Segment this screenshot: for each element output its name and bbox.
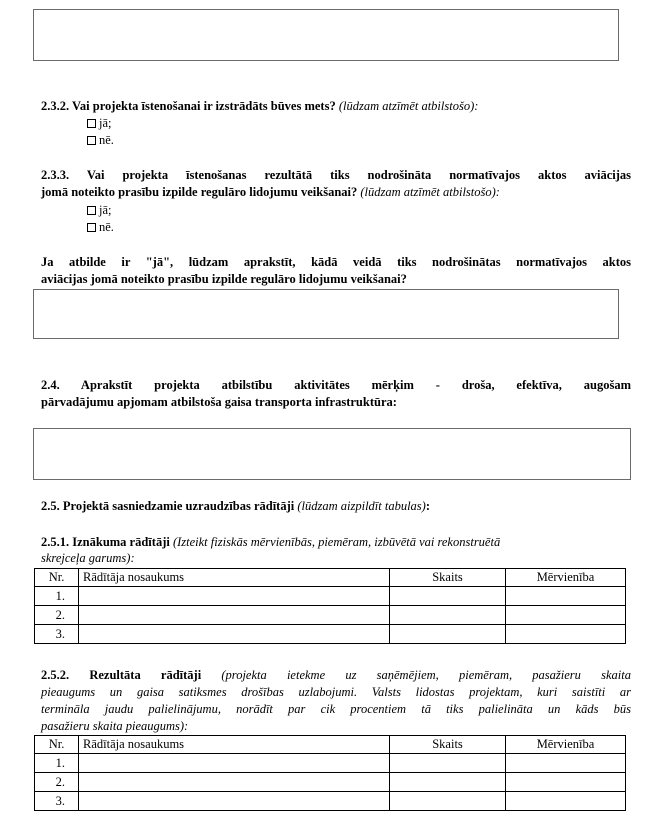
option-label: jā;	[99, 203, 112, 217]
question-hint: (lūdzam atzīmēt atbilstošo):	[335, 99, 479, 113]
cell-count[interactable]	[390, 587, 506, 606]
section-2-5-2-line2: pieaugums un gaisa satiksmes drošības uzlabojumi. Valsts lidostas projektam, kuri saistīti ar	[41, 685, 631, 699]
section-text: 2.5. Projektā sasniedzamie uzraudzības rādītāji	[41, 499, 295, 513]
table-row	[35, 773, 626, 792]
row-number: 2.	[35, 773, 79, 792]
question-number: 2.3.2.	[41, 99, 70, 113]
option-label: nē.	[99, 133, 114, 147]
section-text: 2.5.2. Rezultāta rādītāji	[41, 668, 202, 682]
header-unit: Mērvienība	[506, 569, 626, 587]
table-row	[35, 754, 626, 773]
cell-count[interactable]	[390, 606, 506, 625]
cell-unit[interactable]	[506, 754, 626, 773]
answer-box-2-4[interactable]	[33, 428, 631, 480]
question-text-cont: jomā noteikto prasību izpilde regulāro lidojumu veikšanai?	[41, 185, 358, 199]
header-nr: Nr.	[35, 569, 79, 587]
question-hint: (lūdzam atzīmēt atbilstošo):	[357, 185, 500, 199]
section-hint: (lūdzam aizpildīt tabulas)	[294, 499, 426, 513]
question-2-3-3-line2	[41, 185, 631, 200]
question-number: 2.3.3.	[41, 168, 70, 182]
header-nr: Nr.	[35, 736, 79, 754]
section-text: 2.5.1. Iznākuma rādītāji	[41, 535, 170, 549]
table-row	[35, 792, 626, 811]
cell-name[interactable]	[79, 606, 390, 625]
output-indicators-table	[34, 568, 626, 644]
header-unit: Mērvienība	[506, 736, 626, 754]
section-2-5-1-hint-cont: skrejceļa garums):	[41, 551, 135, 565]
answer-box-followup[interactable]	[33, 289, 619, 339]
option-ne[interactable]	[87, 220, 114, 235]
header-count: Skaits	[390, 736, 506, 754]
cell-name[interactable]	[79, 754, 390, 773]
section-2-5-1-title	[41, 535, 631, 550]
table-header-row	[35, 736, 626, 754]
cell-unit[interactable]	[506, 587, 626, 606]
question-text: Vai projekta īstenošanai ir izstrādāts būves mets?	[69, 99, 336, 113]
section-2-5-2-line3: termināla jaudu palielinājumu, norādīt par cik procentiem tā tiks palielināta un kāds būs	[41, 702, 631, 716]
question-2-4-line2: pārvadājumu apjomam atbilstoša gaisa transporta infrastruktūra:	[41, 395, 397, 409]
header-count: Skaits	[390, 569, 506, 587]
header-name: Rādītāja nosaukums	[79, 569, 390, 587]
option-label: jā;	[99, 116, 112, 130]
option-ne[interactable]	[87, 133, 114, 148]
table-row	[35, 587, 626, 606]
table-row	[35, 606, 626, 625]
question-2-4-line1: 2.4. Aprakstīt projekta atbilstību aktivitātes mērķim - droša, efektīva, augošam	[41, 378, 631, 392]
cell-unit[interactable]	[506, 792, 626, 811]
table-row	[35, 625, 626, 644]
section-tail: :	[425, 499, 431, 513]
checkbox-icon[interactable]	[87, 119, 96, 128]
header-name: Rādītāja nosaukums	[79, 736, 390, 754]
row-number: 2.	[35, 606, 79, 625]
cell-name[interactable]	[79, 773, 390, 792]
checkbox-icon[interactable]	[87, 136, 96, 145]
option-label: nē.	[99, 220, 114, 234]
cell-name[interactable]	[79, 587, 390, 606]
section-2-5-title	[41, 499, 631, 514]
section-hint: (Izteikt fiziskās mērvienībās, piemēram, izbūvētā vai rekonstruētā	[169, 535, 501, 549]
cell-count[interactable]	[390, 754, 506, 773]
option-ja[interactable]	[87, 203, 112, 218]
section-2-5-2-line4: pasažieru skaita pieaugums):	[41, 719, 189, 733]
cell-name[interactable]	[79, 792, 390, 811]
section-hint: (projekta ietekme uz saņēmējiem, piemēram, pasažieru skaita	[201, 668, 631, 682]
cell-unit[interactable]	[506, 606, 626, 625]
section-2-5-2-line1	[41, 668, 631, 683]
result-indicators-table	[34, 735, 626, 811]
cell-count[interactable]	[390, 625, 506, 644]
cell-count[interactable]	[390, 773, 506, 792]
question-text: Vai projekta īstenošanas rezultātā tiks nodrošināta normatīvajos aktos aviācijas	[69, 168, 631, 182]
checkbox-icon[interactable]	[87, 206, 96, 215]
cell-name[interactable]	[79, 625, 390, 644]
followup-line1: Ja atbilde ir "jā", lūdzam aprakstīt, kādā veidā tiks nodrošinātas normatīvajos aktos	[41, 255, 631, 269]
row-number: 1.	[35, 754, 79, 773]
row-number: 3.	[35, 792, 79, 811]
cell-unit[interactable]	[506, 773, 626, 792]
answer-box-prev[interactable]	[33, 9, 619, 61]
followup-line2: aviācijas jomā noteikto prasību izpilde regulāro lidojumu veikšanai?	[41, 272, 407, 286]
cell-count[interactable]	[390, 792, 506, 811]
checkbox-icon[interactable]	[87, 223, 96, 232]
question-2-3-2	[41, 99, 631, 114]
row-number: 1.	[35, 587, 79, 606]
question-2-3-3-line1	[41, 168, 631, 183]
option-ja[interactable]	[87, 116, 112, 131]
cell-unit[interactable]	[506, 625, 626, 644]
row-number: 3.	[35, 625, 79, 644]
table-header-row	[35, 569, 626, 587]
